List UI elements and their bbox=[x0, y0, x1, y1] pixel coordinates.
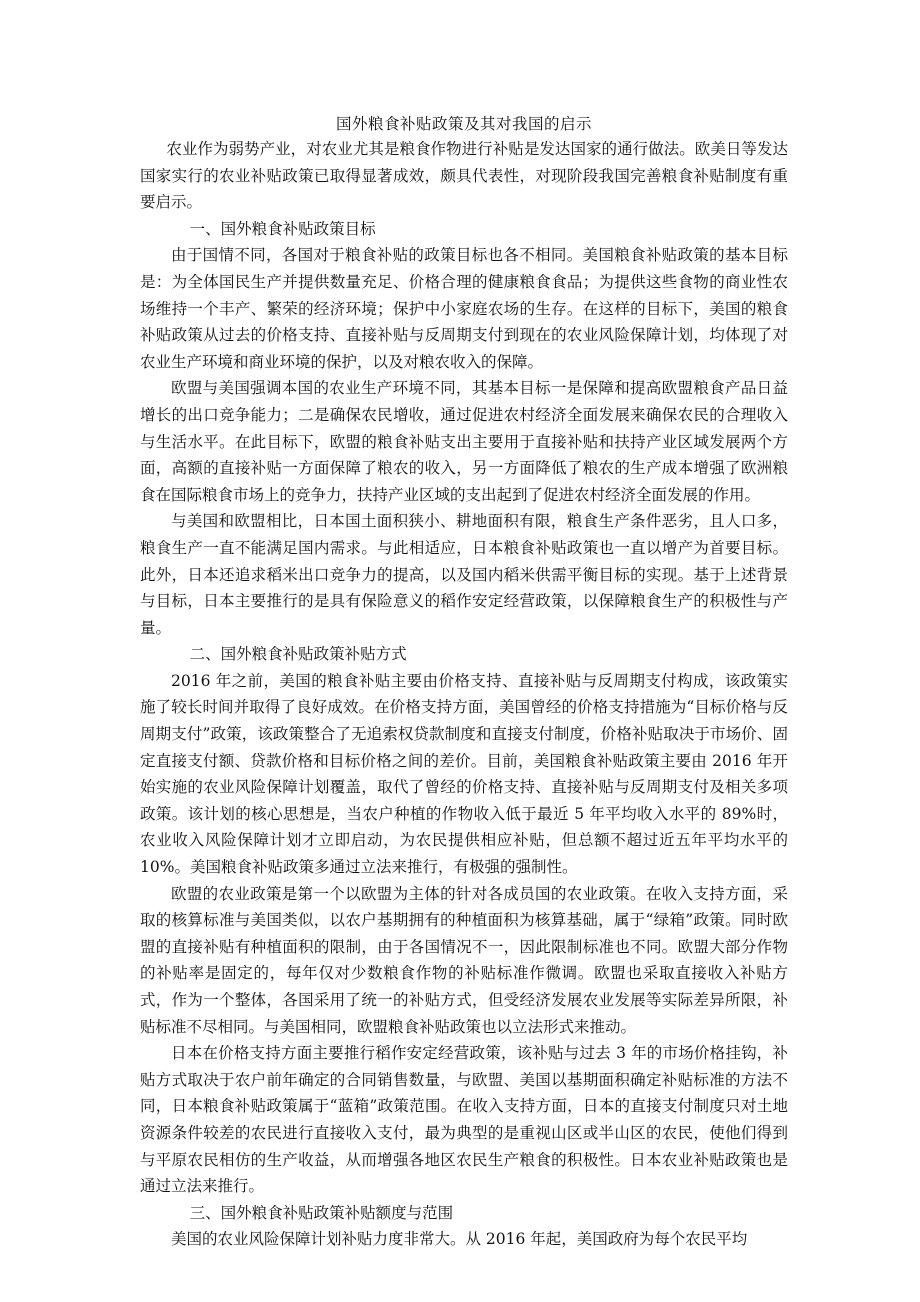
section1-paragraph-1: 由于国情不同，各国对于粮食补贴的政策目标也各不相同。美国粮食补贴政策的基本目标是：为全体国民生产并提供数量充足、价格合理的健康粮食食品；为提供这些食物的商业性农场维持一个丰产、繁荣的经济环境；保护中小家庭农场的生存。在这样的目标下，美国的粮食补贴政策从过去的价格支持、直接补贴与反周期支付到现在的农业风险保障计划，均体现了对农业生产环境和商业环境的保护，以及对粮农收入的保障。 bbox=[140, 246, 788, 371]
document-title: 国外粮食补贴政策及其对我国的启示 bbox=[335, 115, 592, 133]
section1-paragraph-2: 欧盟与美国强调本国的农业生产环境不同，其基本目标一是保障和提高欧盟粮食产品日益增长的出口竞争能力；二是确保农民增收，通过促进农村经济全面发展来确保农民的合理收入与生活水平。在此目标下，欧盟的粮食补贴支出主要用于直接补贴和扶持产业区域发展两个方面，高额的直接补贴一方面保障了粮农的收入，另一方面降低了粮农的生产成本增强了欧洲粮食在国际粮食市场上的竞争力，扶持产业区域的支出起到了促进农村经济全面发展的作用。 bbox=[140, 379, 788, 504]
section2-paragraph-1: 2016 年之前，美国的粮食补贴主要由价格支持、直接补贴与反周期支付构成，该政策实施了较长时间并取得了良好成效。在价格支持方面，美国曾经的价格支持措施为“目标价格与反周期支付”政策，该政策整合了无追索权贷款制度和直接支付制度，价格补贴取决于市场价、固定直接支付额、贷款价格和目标价格之间的差价。目前，美国粮食补贴政策主要由 2016 年开始实施的农业风险保障计划覆盖，取代了曾经的价格支持、直接补贴与反周期支付及相关多项政策。该计划的核心思想是，当农户种植的作物收入低于最近 5 年平均收入水平的 89%时，农业收入风险保障计划才立即启动，为农民提供相应补贴，但总额不超过近五年平均水平的 10%。美国粮食补贴政策多通过立法来推行，有极强的强制性。 bbox=[140, 671, 788, 877]
section3-paragraph-1: 美国的农业风险保障计划补贴力度非常大。从 2016 年起，美国政府为每个农民平均 bbox=[171, 1230, 748, 1249]
section2-paragraph-3: 日本在价格支持方面主要推行稻作安定经营政策，该补贴与过去 3 年的市场价格挂钩，补贴方式取决于农户前年确定的合同销售数量，与欧盟、美国以基期面积确定补贴标准的方法不同，日本粮食补贴政策属于“蓝箱”政策范围。在收入支持方面，日本的直接支付制度只对土地资源条件较差的农民进行直接收入支付，最为典型的是重视山区或半山区的农民，使他们得到与平原农民相仿的生产收益，从而增强各地区农民生产粮食的积极性。日本农业补贴政策也是通过立法来推行。 bbox=[140, 1044, 788, 1196]
section1-paragraph-3: 与美国和欧盟相比，日本国土面积狭小、耕地面积有限，粮食生产条件恶劣，且人口多，粮食生产一直不能满足国内需求。与此相适应，日本粮食补贴政策也一直以增产为首要目标。此外，日本还追求稻米出口竞争力的提高，以及国内稻米供需平衡目标的实现。基于上述背景与目标，日本主要推行的是具有保险意义的稻作安定经营政策，以保障粮食生产的积极性与产量。 bbox=[140, 512, 788, 637]
section-heading-1: 一、国外粮食补贴政策目标 bbox=[189, 219, 376, 238]
section2-paragraph-2: 欧盟的农业政策是第一个以欧盟为主体的针对各成员国的农业政策。在收入支持方面，采取的核算标准与美国类似，以农户基期拥有的种植面积为核算基础，属于“绿箱”政策。同时欧盟的直接补贴有种植面积的限制，由于各国情况不一，因此限制标准也不同。欧盟大部分作物的补贴率是固定的，每年仅对少数粮食作物的补贴标准作微调。欧盟也采取直接收入补贴方式，作为一个整体，各国采用了统一的补贴方式，但受经济发展农业发展等实际差异所限，补贴标准不尽相同。与美国相同，欧盟粮食补贴政策也以立法形式来推动。 bbox=[140, 884, 788, 1036]
section-heading-3: 三、国外粮食补贴政策补贴额度与范围 bbox=[189, 1203, 454, 1222]
intro-paragraph: 农业作为弱势产业，对农业尤其是粮食作物进行补贴是发达国家的通行做法。欧美日等发达国家实行的农业补贴政策已取得显著成效，颇具代表性，对现阶段我国完善粮食补贴制度有重要启示。 bbox=[140, 140, 788, 212]
section-heading-2: 二、国外粮食补贴政策补贴方式 bbox=[189, 645, 407, 664]
document-page bbox=[140, 112, 788, 1253]
